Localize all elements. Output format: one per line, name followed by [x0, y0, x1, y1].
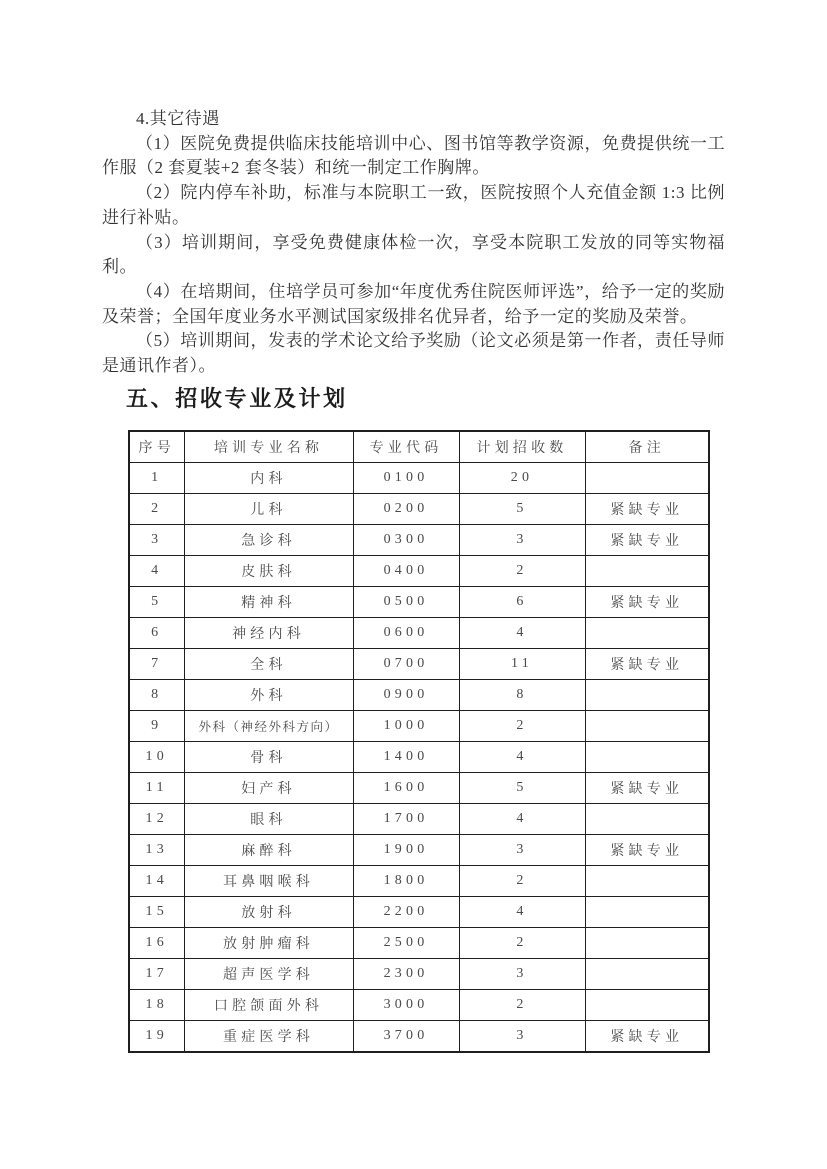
table-cell: 4	[459, 896, 585, 927]
section5-heading: 五、招收专业及计划	[126, 385, 348, 411]
table-cell: 0300	[353, 524, 459, 555]
table-cell: 放射肿瘤科	[184, 927, 353, 958]
table-cell	[585, 710, 709, 741]
table-cell: 3000	[353, 989, 459, 1020]
recruitment-plan-table	[128, 430, 710, 1053]
table-body	[129, 462, 709, 1052]
table-cell: 1800	[353, 865, 459, 896]
table-row	[129, 896, 709, 927]
table-cell: 内科	[184, 462, 353, 493]
body-paragraph: （1）医院免费提供临床技能培训中心、图书馆等教学资源，免费提供统一工作服（2 套夏装+2 套冬装）和统一制定工作胸牌。	[102, 133, 725, 178]
table-cell: 口腔颌面外科	[184, 989, 353, 1020]
table-cell: 6	[129, 617, 184, 648]
table-cell	[585, 989, 709, 1020]
table-row	[129, 679, 709, 710]
table-cell: 骨科	[184, 741, 353, 772]
table-cell: 8	[459, 679, 585, 710]
table-cell: 3700	[353, 1020, 459, 1052]
body-paragraph: （2）院内停车补助，标准与本院职工一致，医院按照个人充值金额 1:3 比例进行补贴。	[102, 183, 725, 227]
table-cell: 重症医学科	[184, 1020, 353, 1052]
table-cell: 7	[129, 648, 184, 679]
table-cell: 3	[459, 1020, 585, 1052]
table-row	[129, 524, 709, 555]
table-cell: 1700	[353, 803, 459, 834]
table-cell: 紧缺专业	[585, 772, 709, 803]
body-paragraph: （5）培训期间，发表的学术论文给予奖励（论文必须是第一作者，责任导师是通讯作者）。	[102, 331, 725, 376]
table-cell: 紧缺专业	[585, 1020, 709, 1052]
table-row	[129, 741, 709, 772]
table-cell: 紧缺专业	[585, 834, 709, 865]
table-cell: 紧缺专业	[585, 493, 709, 524]
table-cell: 18	[129, 989, 184, 1020]
table-cell: 2200	[353, 896, 459, 927]
table-cell: 放射科	[184, 896, 353, 927]
table-cell: 0100	[353, 462, 459, 493]
table-header-row	[129, 431, 709, 463]
table-cell: 超声医学科	[184, 958, 353, 989]
table-cell	[585, 679, 709, 710]
table-cell: 2	[459, 865, 585, 896]
table-cell: 1000	[353, 710, 459, 741]
table-cell	[585, 741, 709, 772]
table-cell: 10	[129, 741, 184, 772]
table-cell: 妇产科	[184, 772, 353, 803]
table-cell: 儿科	[184, 493, 353, 524]
table-row	[129, 462, 709, 493]
table-cell: 14	[129, 865, 184, 896]
table-row	[129, 1020, 709, 1052]
table-cell: 13	[129, 834, 184, 865]
section4-heading: 4.其它待遇	[136, 109, 220, 128]
table-cell: 精神科	[184, 586, 353, 617]
table-cell: 3	[459, 524, 585, 555]
table-cell: 5	[129, 586, 184, 617]
table-cell	[585, 927, 709, 958]
table-cell: 16	[129, 927, 184, 958]
table-cell: 11	[129, 772, 184, 803]
table-cell: 全科	[184, 648, 353, 679]
table-cell: 1600	[353, 772, 459, 803]
table-cell: 11	[459, 648, 585, 679]
table-cell: 3	[129, 524, 184, 555]
table-cell: 0500	[353, 586, 459, 617]
table-cell: 4	[129, 555, 184, 586]
column-header: 培训专业名称	[184, 431, 353, 463]
table-cell: 3	[459, 958, 585, 989]
table-row	[129, 865, 709, 896]
section4-items	[102, 132, 725, 379]
table-cell: 4	[459, 803, 585, 834]
table-cell: 12	[129, 803, 184, 834]
table-row	[129, 927, 709, 958]
body-paragraph: （3）培训期间，享受免费健康体检一次，享受本院职工发放的同等实物福利。	[102, 232, 725, 277]
table-cell: 4	[459, 741, 585, 772]
table-cell: 皮肤科	[184, 555, 353, 586]
table-row	[129, 648, 709, 679]
table-cell: 4	[459, 617, 585, 648]
table-row	[129, 710, 709, 741]
table-cell: 0700	[353, 648, 459, 679]
table-cell: 0600	[353, 617, 459, 648]
table-cell	[585, 462, 709, 493]
table-cell: 3	[459, 834, 585, 865]
table-cell: 20	[459, 462, 585, 493]
table-row	[129, 834, 709, 865]
column-header: 序号	[129, 431, 184, 463]
table-cell: 神经内科	[184, 617, 353, 648]
table-cell: 19	[129, 1020, 184, 1052]
table-cell: 15	[129, 896, 184, 927]
table-cell	[585, 896, 709, 927]
table-cell: 外科（神经外科方向）	[184, 710, 353, 741]
table-cell: 0400	[353, 555, 459, 586]
table-cell: 1	[129, 462, 184, 493]
table-cell: 0200	[353, 493, 459, 524]
table-cell: 眼科	[184, 803, 353, 834]
table-cell: 紧缺专业	[585, 524, 709, 555]
column-header: 计划招收数	[459, 431, 585, 463]
table-row	[129, 989, 709, 1020]
table-cell: 急诊科	[184, 524, 353, 555]
table-row	[129, 772, 709, 803]
table-cell	[585, 803, 709, 834]
table-cell: 2300	[353, 958, 459, 989]
table-cell: 9	[129, 710, 184, 741]
table-cell	[585, 617, 709, 648]
body-paragraph: （4）在培期间，住培学员可参加“年度优秀住院医师评选”，给予一定的奖励及荣誉；全国年度业务水平测试国家级排名优异者，给予一定的奖励及荣誉。	[102, 281, 725, 326]
table-row	[129, 958, 709, 989]
table-cell: 8	[129, 679, 184, 710]
table-cell: 紧缺专业	[585, 648, 709, 679]
table-cell: 外科	[184, 679, 353, 710]
table-row	[129, 493, 709, 524]
table-cell: 2500	[353, 927, 459, 958]
table-cell: 2	[459, 555, 585, 586]
table-row	[129, 586, 709, 617]
table-cell: 2	[129, 493, 184, 524]
column-header: 专业代码	[353, 431, 459, 463]
table-cell: 麻醉科	[184, 834, 353, 865]
table-cell: 耳鼻咽喉科	[184, 865, 353, 896]
table-cell: 2	[459, 710, 585, 741]
table-row	[129, 617, 709, 648]
table-cell: 2	[459, 927, 585, 958]
table-cell: 1400	[353, 741, 459, 772]
table-cell: 5	[459, 772, 585, 803]
table-cell: 0900	[353, 679, 459, 710]
table-cell	[585, 865, 709, 896]
table-row	[129, 555, 709, 586]
table-cell: 2	[459, 989, 585, 1020]
table-cell: 5	[459, 493, 585, 524]
table-row	[129, 803, 709, 834]
table-cell	[585, 555, 709, 586]
table-cell: 紧缺专业	[585, 586, 709, 617]
column-header: 备注	[585, 431, 709, 463]
table-cell: 6	[459, 586, 585, 617]
table-cell: 17	[129, 958, 184, 989]
table-cell	[585, 958, 709, 989]
table-cell: 1900	[353, 834, 459, 865]
